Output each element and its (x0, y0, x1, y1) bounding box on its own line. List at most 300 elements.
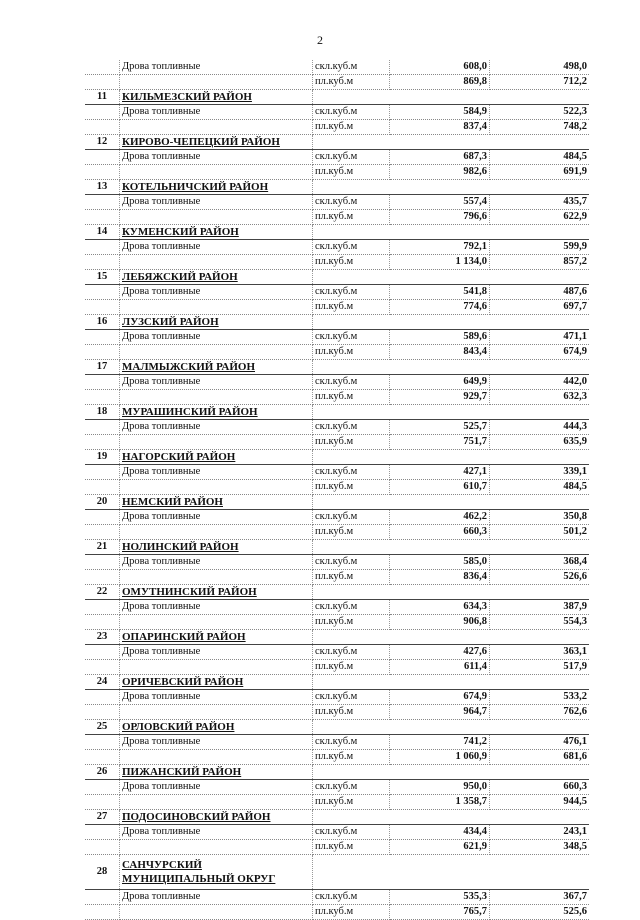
unit-label: скл.куб.м (313, 735, 390, 750)
value-column-2: 350,8 (490, 510, 590, 525)
value-column-2: 348,5 (490, 840, 590, 855)
item-name (120, 905, 313, 920)
district-number: 16 (85, 315, 120, 330)
unit-label: скл.куб.м (313, 690, 390, 705)
blank-cell (390, 630, 490, 645)
unit-label: скл.куб.м (313, 890, 390, 905)
blank-cell (490, 810, 590, 825)
blank-cell (390, 180, 490, 195)
value-column-2: 622,9 (490, 210, 590, 225)
value-column-1: 837,4 (390, 120, 490, 135)
unit-label: скл.куб.м (313, 240, 390, 255)
blank-cell (390, 855, 490, 890)
value-column-1: 765,7 (390, 905, 490, 920)
table-row (85, 750, 589, 765)
item-name: Дрова топливные (120, 375, 313, 390)
table-row (85, 660, 589, 675)
item-name: Дрова топливные (120, 645, 313, 660)
value-column-2: 748,2 (490, 120, 590, 135)
value-column-1: 434,4 (390, 825, 490, 840)
unit-label: пл.куб.м (313, 795, 390, 810)
district-title: НЕМСКИЙ РАЙОН (120, 495, 313, 510)
value-column-1: 1 134,0 (390, 255, 490, 270)
item-name: Дрова топливные (120, 465, 313, 480)
item-name: Дрова топливные (120, 150, 313, 165)
item-name: Дрова топливные (120, 330, 313, 345)
unit-label: скл.куб.м (313, 600, 390, 615)
unit-label: пл.куб.м (313, 345, 390, 360)
table-row (85, 75, 589, 90)
item-name: Дрова топливные (120, 240, 313, 255)
value-column-2: 762,6 (490, 705, 590, 720)
district-number: 25 (85, 720, 120, 735)
blank-cell (390, 810, 490, 825)
value-column-1: 836,4 (390, 570, 490, 585)
row-number (85, 750, 120, 765)
row-number (85, 375, 120, 390)
item-name (120, 75, 313, 90)
item-name (120, 165, 313, 180)
table-row (85, 150, 589, 165)
blank-cell (390, 405, 490, 420)
value-column-2: 691,9 (490, 165, 590, 180)
blank-cell (313, 720, 390, 735)
table-row (85, 705, 589, 720)
blank-cell (313, 270, 390, 285)
value-column-2: 363,1 (490, 645, 590, 660)
row-number (85, 345, 120, 360)
item-name (120, 705, 313, 720)
row-number (85, 555, 120, 570)
value-column-1: 610,7 (390, 480, 490, 495)
value-column-1: 649,9 (390, 375, 490, 390)
district-number: 24 (85, 675, 120, 690)
row-number (85, 75, 120, 90)
unit-label: пл.куб.м (313, 120, 390, 135)
table-row (85, 570, 589, 585)
table-row (85, 210, 589, 225)
item-name: Дрова топливные (120, 600, 313, 615)
blank-cell (313, 360, 390, 375)
unit-label: скл.куб.м (313, 330, 390, 345)
value-column-2: 660,3 (490, 780, 590, 795)
district-title: ЛЕБЯЖСКИЙ РАЙОН (120, 270, 313, 285)
row-number (85, 435, 120, 450)
table-row (85, 330, 589, 345)
row-number (85, 300, 120, 315)
value-column-2: 522,3 (490, 105, 590, 120)
table-row (85, 510, 589, 525)
item-name: Дрова топливные (120, 105, 313, 120)
district-number: 17 (85, 360, 120, 375)
unit-label: пл.куб.м (313, 570, 390, 585)
district-number: 13 (85, 180, 120, 195)
item-name: Дрова топливные (120, 825, 313, 840)
value-column-2: 367,7 (490, 890, 590, 905)
row-number (85, 825, 120, 840)
blank-cell (390, 315, 490, 330)
value-column-2: 712,2 (490, 75, 590, 90)
district-number: 20 (85, 495, 120, 510)
table-row (85, 690, 589, 705)
blank-cell (490, 450, 590, 465)
district-header-row (85, 810, 589, 825)
blank-cell (313, 90, 390, 105)
district-header-row (85, 225, 589, 240)
district-number: 15 (85, 270, 120, 285)
unit-label: пл.куб.м (313, 300, 390, 315)
unit-label: скл.куб.м (313, 150, 390, 165)
value-column-2: 533,2 (490, 690, 590, 705)
value-column-1: 929,7 (390, 390, 490, 405)
value-column-1: 906,8 (390, 615, 490, 630)
district-title: ОРИЧЕВСКИЙ РАЙОН (120, 675, 313, 690)
blank-cell (490, 315, 590, 330)
table-row (85, 195, 589, 210)
row-number (85, 890, 120, 905)
value-column-2: 487,6 (490, 285, 590, 300)
value-column-2: 498,0 (490, 60, 590, 75)
row-number (85, 690, 120, 705)
table-row (85, 555, 589, 570)
district-number: 19 (85, 450, 120, 465)
value-column-2: 484,5 (490, 480, 590, 495)
row-number (85, 645, 120, 660)
unit-label: скл.куб.м (313, 105, 390, 120)
item-name (120, 300, 313, 315)
blank-cell (490, 135, 590, 150)
district-number: 26 (85, 765, 120, 780)
table-row (85, 525, 589, 540)
value-column-1: 525,7 (390, 420, 490, 435)
district-title: НОЛИНСКИЙ РАЙОН (120, 540, 313, 555)
blank-cell (390, 90, 490, 105)
district-number: 11 (85, 90, 120, 105)
row-number (85, 660, 120, 675)
district-title: МАЛМЫЖСКИЙ РАЙОН (120, 360, 313, 375)
table-row (85, 255, 589, 270)
blank-cell (390, 450, 490, 465)
page-number: 2 (317, 33, 323, 47)
unit-label: пл.куб.м (313, 435, 390, 450)
blank-cell (490, 630, 590, 645)
item-name: Дрова топливные (120, 555, 313, 570)
table-row (85, 105, 589, 120)
value-column-1: 950,0 (390, 780, 490, 795)
unit-label: скл.куб.м (313, 285, 390, 300)
district-title: КИРОВО-ЧЕПЕЦКИЙ РАЙОН (120, 135, 313, 150)
table-row (85, 420, 589, 435)
item-name (120, 660, 313, 675)
blank-cell (313, 225, 390, 240)
item-name: Дрова топливные (120, 780, 313, 795)
unit-label: скл.куб.м (313, 555, 390, 570)
row-number (85, 285, 120, 300)
table-row (85, 435, 589, 450)
district-title: ЛУЗСКИЙ РАЙОН (120, 315, 313, 330)
blank-cell (390, 765, 490, 780)
value-column-2: 944,5 (490, 795, 590, 810)
row-number (85, 60, 120, 75)
item-name (120, 615, 313, 630)
unit-label: скл.куб.м (313, 825, 390, 840)
value-column-1: 584,9 (390, 105, 490, 120)
district-title: НАГОРСКИЙ РАЙОН (120, 450, 313, 465)
district-number: 22 (85, 585, 120, 600)
table-row (85, 905, 589, 920)
district-title: КОТЕЛЬНИЧСКИЙ РАЙОН (120, 180, 313, 195)
value-column-2: 444,3 (490, 420, 590, 435)
value-column-2: 339,1 (490, 465, 590, 480)
unit-label: скл.куб.м (313, 375, 390, 390)
unit-label: скл.куб.м (313, 510, 390, 525)
district-title: ПОДОСИНОВСКИЙ РАЙОН (120, 810, 313, 825)
value-column-1: 982,6 (390, 165, 490, 180)
row-number (85, 480, 120, 495)
unit-label: скл.куб.м (313, 420, 390, 435)
district-number: 12 (85, 135, 120, 150)
row-number (85, 150, 120, 165)
district-header-row (85, 270, 589, 285)
item-name (120, 255, 313, 270)
table-row (85, 285, 589, 300)
unit-label: скл.куб.м (313, 645, 390, 660)
item-name: Дрова топливные (120, 285, 313, 300)
row-number (85, 905, 120, 920)
value-column-1: 751,7 (390, 435, 490, 450)
district-title: ОПАРИНСКИЙ РАЙОН (120, 630, 313, 645)
value-column-2: 435,7 (490, 195, 590, 210)
district-header-row (85, 135, 589, 150)
table-row (85, 60, 589, 75)
table-row (85, 735, 589, 750)
blank-cell (313, 450, 390, 465)
row-number (85, 255, 120, 270)
unit-label: пл.куб.м (313, 210, 390, 225)
item-name (120, 390, 313, 405)
blank-cell (313, 405, 390, 420)
district-number: 27 (85, 810, 120, 825)
blank-cell (490, 225, 590, 240)
value-column-1: 687,3 (390, 150, 490, 165)
district-title: МУРАШИНСКИЙ РАЙОН (120, 405, 313, 420)
table-row (85, 890, 589, 905)
table-row (85, 615, 589, 630)
unit-label: скл.куб.м (313, 780, 390, 795)
item-name: Дрова топливные (120, 690, 313, 705)
row-number (85, 390, 120, 405)
value-column-1: 608,0 (390, 60, 490, 75)
table-row (85, 120, 589, 135)
value-column-1: 1 060,9 (390, 750, 490, 765)
row-number (85, 105, 120, 120)
row-number (85, 780, 120, 795)
blank-cell (490, 405, 590, 420)
value-column-2: 525,6 (490, 905, 590, 920)
district-header-row (85, 765, 589, 780)
blank-cell (390, 135, 490, 150)
item-name: Дрова топливные (120, 420, 313, 435)
value-column-1: 964,7 (390, 705, 490, 720)
district-number: 28 (85, 855, 120, 890)
value-column-1: 796,6 (390, 210, 490, 225)
district-header-row (85, 495, 589, 510)
value-column-1: 535,3 (390, 890, 490, 905)
district-header-row (85, 675, 589, 690)
value-column-1: 674,9 (390, 690, 490, 705)
table-row (85, 375, 589, 390)
blank-cell (313, 180, 390, 195)
value-column-2: 632,3 (490, 390, 590, 405)
value-column-2: 697,7 (490, 300, 590, 315)
value-column-1: 741,2 (390, 735, 490, 750)
value-column-1: 792,1 (390, 240, 490, 255)
value-column-2: 599,9 (490, 240, 590, 255)
blank-cell (390, 270, 490, 285)
unit-label: пл.куб.м (313, 525, 390, 540)
row-number (85, 420, 120, 435)
row-number (85, 570, 120, 585)
row-number (85, 525, 120, 540)
row-number (85, 165, 120, 180)
item-name (120, 345, 313, 360)
district-header-row (85, 405, 589, 420)
unit-label: пл.куб.м (313, 165, 390, 180)
item-name (120, 120, 313, 135)
district-header-row (85, 855, 589, 890)
district-title: ОМУТНИНСКИЙ РАЙОН (120, 585, 313, 600)
district-header-row (85, 720, 589, 735)
blank-cell (490, 90, 590, 105)
blank-cell (490, 765, 590, 780)
blank-cell (490, 495, 590, 510)
district-header-row (85, 90, 589, 105)
table-row (85, 780, 589, 795)
district-number: 21 (85, 540, 120, 555)
blank-cell (390, 495, 490, 510)
table-row (85, 240, 589, 255)
value-column-1: 585,0 (390, 555, 490, 570)
value-column-1: 621,9 (390, 840, 490, 855)
value-column-1: 774,6 (390, 300, 490, 315)
table-row (85, 825, 589, 840)
item-name (120, 840, 313, 855)
unit-label: скл.куб.м (313, 60, 390, 75)
value-column-1: 1 358,7 (390, 795, 490, 810)
table-row (85, 795, 589, 810)
row-number (85, 615, 120, 630)
row-number (85, 210, 120, 225)
value-column-1: 660,3 (390, 525, 490, 540)
district-header-row (85, 450, 589, 465)
row-number (85, 240, 120, 255)
value-column-2: 635,9 (490, 435, 590, 450)
blank-cell (490, 855, 590, 890)
value-column-2: 484,5 (490, 150, 590, 165)
district-title: САНЧУРСКИЙ МУНИЦИПАЛЬНЫЙ ОКРУГ (120, 855, 313, 890)
blank-cell (313, 540, 390, 555)
blank-cell (490, 720, 590, 735)
unit-label: пл.куб.м (313, 905, 390, 920)
value-column-2: 554,3 (490, 615, 590, 630)
value-column-2: 476,1 (490, 735, 590, 750)
value-column-1: 869,8 (390, 75, 490, 90)
blank-cell (390, 675, 490, 690)
item-name (120, 210, 313, 225)
row-number (85, 120, 120, 135)
table-row (85, 165, 589, 180)
value-column-1: 589,6 (390, 330, 490, 345)
item-name (120, 570, 313, 585)
item-name (120, 525, 313, 540)
district-title: КУМЕНСКИЙ РАЙОН (120, 225, 313, 240)
blank-cell (390, 720, 490, 735)
row-number (85, 735, 120, 750)
table-row (85, 390, 589, 405)
district-number: 23 (85, 630, 120, 645)
unit-label: пл.куб.м (313, 615, 390, 630)
row-number (85, 330, 120, 345)
item-name: Дрова топливные (120, 735, 313, 750)
value-column-1: 462,2 (390, 510, 490, 525)
blank-cell (390, 360, 490, 375)
table-row (85, 600, 589, 615)
table-row (85, 840, 589, 855)
value-column-1: 427,1 (390, 465, 490, 480)
item-name: Дрова топливные (120, 890, 313, 905)
district-number: 18 (85, 405, 120, 420)
value-column-2: 243,1 (490, 825, 590, 840)
item-name: Дрова топливные (120, 510, 313, 525)
item-name (120, 795, 313, 810)
item-name (120, 480, 313, 495)
blank-cell (390, 540, 490, 555)
unit-label: пл.куб.м (313, 255, 390, 270)
blank-cell (313, 495, 390, 510)
row-number (85, 195, 120, 210)
blank-cell (490, 360, 590, 375)
item-name: Дрова топливные (120, 195, 313, 210)
blank-cell (313, 675, 390, 690)
value-column-1: 427,6 (390, 645, 490, 660)
unit-label: пл.куб.м (313, 390, 390, 405)
blank-cell (390, 225, 490, 240)
table-row (85, 300, 589, 315)
blank-cell (490, 180, 590, 195)
unit-label: пл.куб.м (313, 75, 390, 90)
row-number (85, 510, 120, 525)
table-row (85, 345, 589, 360)
blank-cell (390, 585, 490, 600)
table-row (85, 480, 589, 495)
value-column-2: 368,4 (490, 555, 590, 570)
unit-label: пл.куб.м (313, 660, 390, 675)
district-number: 14 (85, 225, 120, 240)
blank-cell (490, 540, 590, 555)
value-column-2: 501,2 (490, 525, 590, 540)
blank-cell (490, 270, 590, 285)
value-column-2: 526,6 (490, 570, 590, 585)
fuel-wood-table (85, 60, 589, 920)
table-row (85, 465, 589, 480)
value-column-2: 681,6 (490, 750, 590, 765)
blank-cell (313, 855, 390, 890)
row-number (85, 600, 120, 615)
unit-label: пл.куб.м (313, 750, 390, 765)
value-column-2: 442,0 (490, 375, 590, 390)
row-number (85, 705, 120, 720)
blank-cell (313, 135, 390, 150)
